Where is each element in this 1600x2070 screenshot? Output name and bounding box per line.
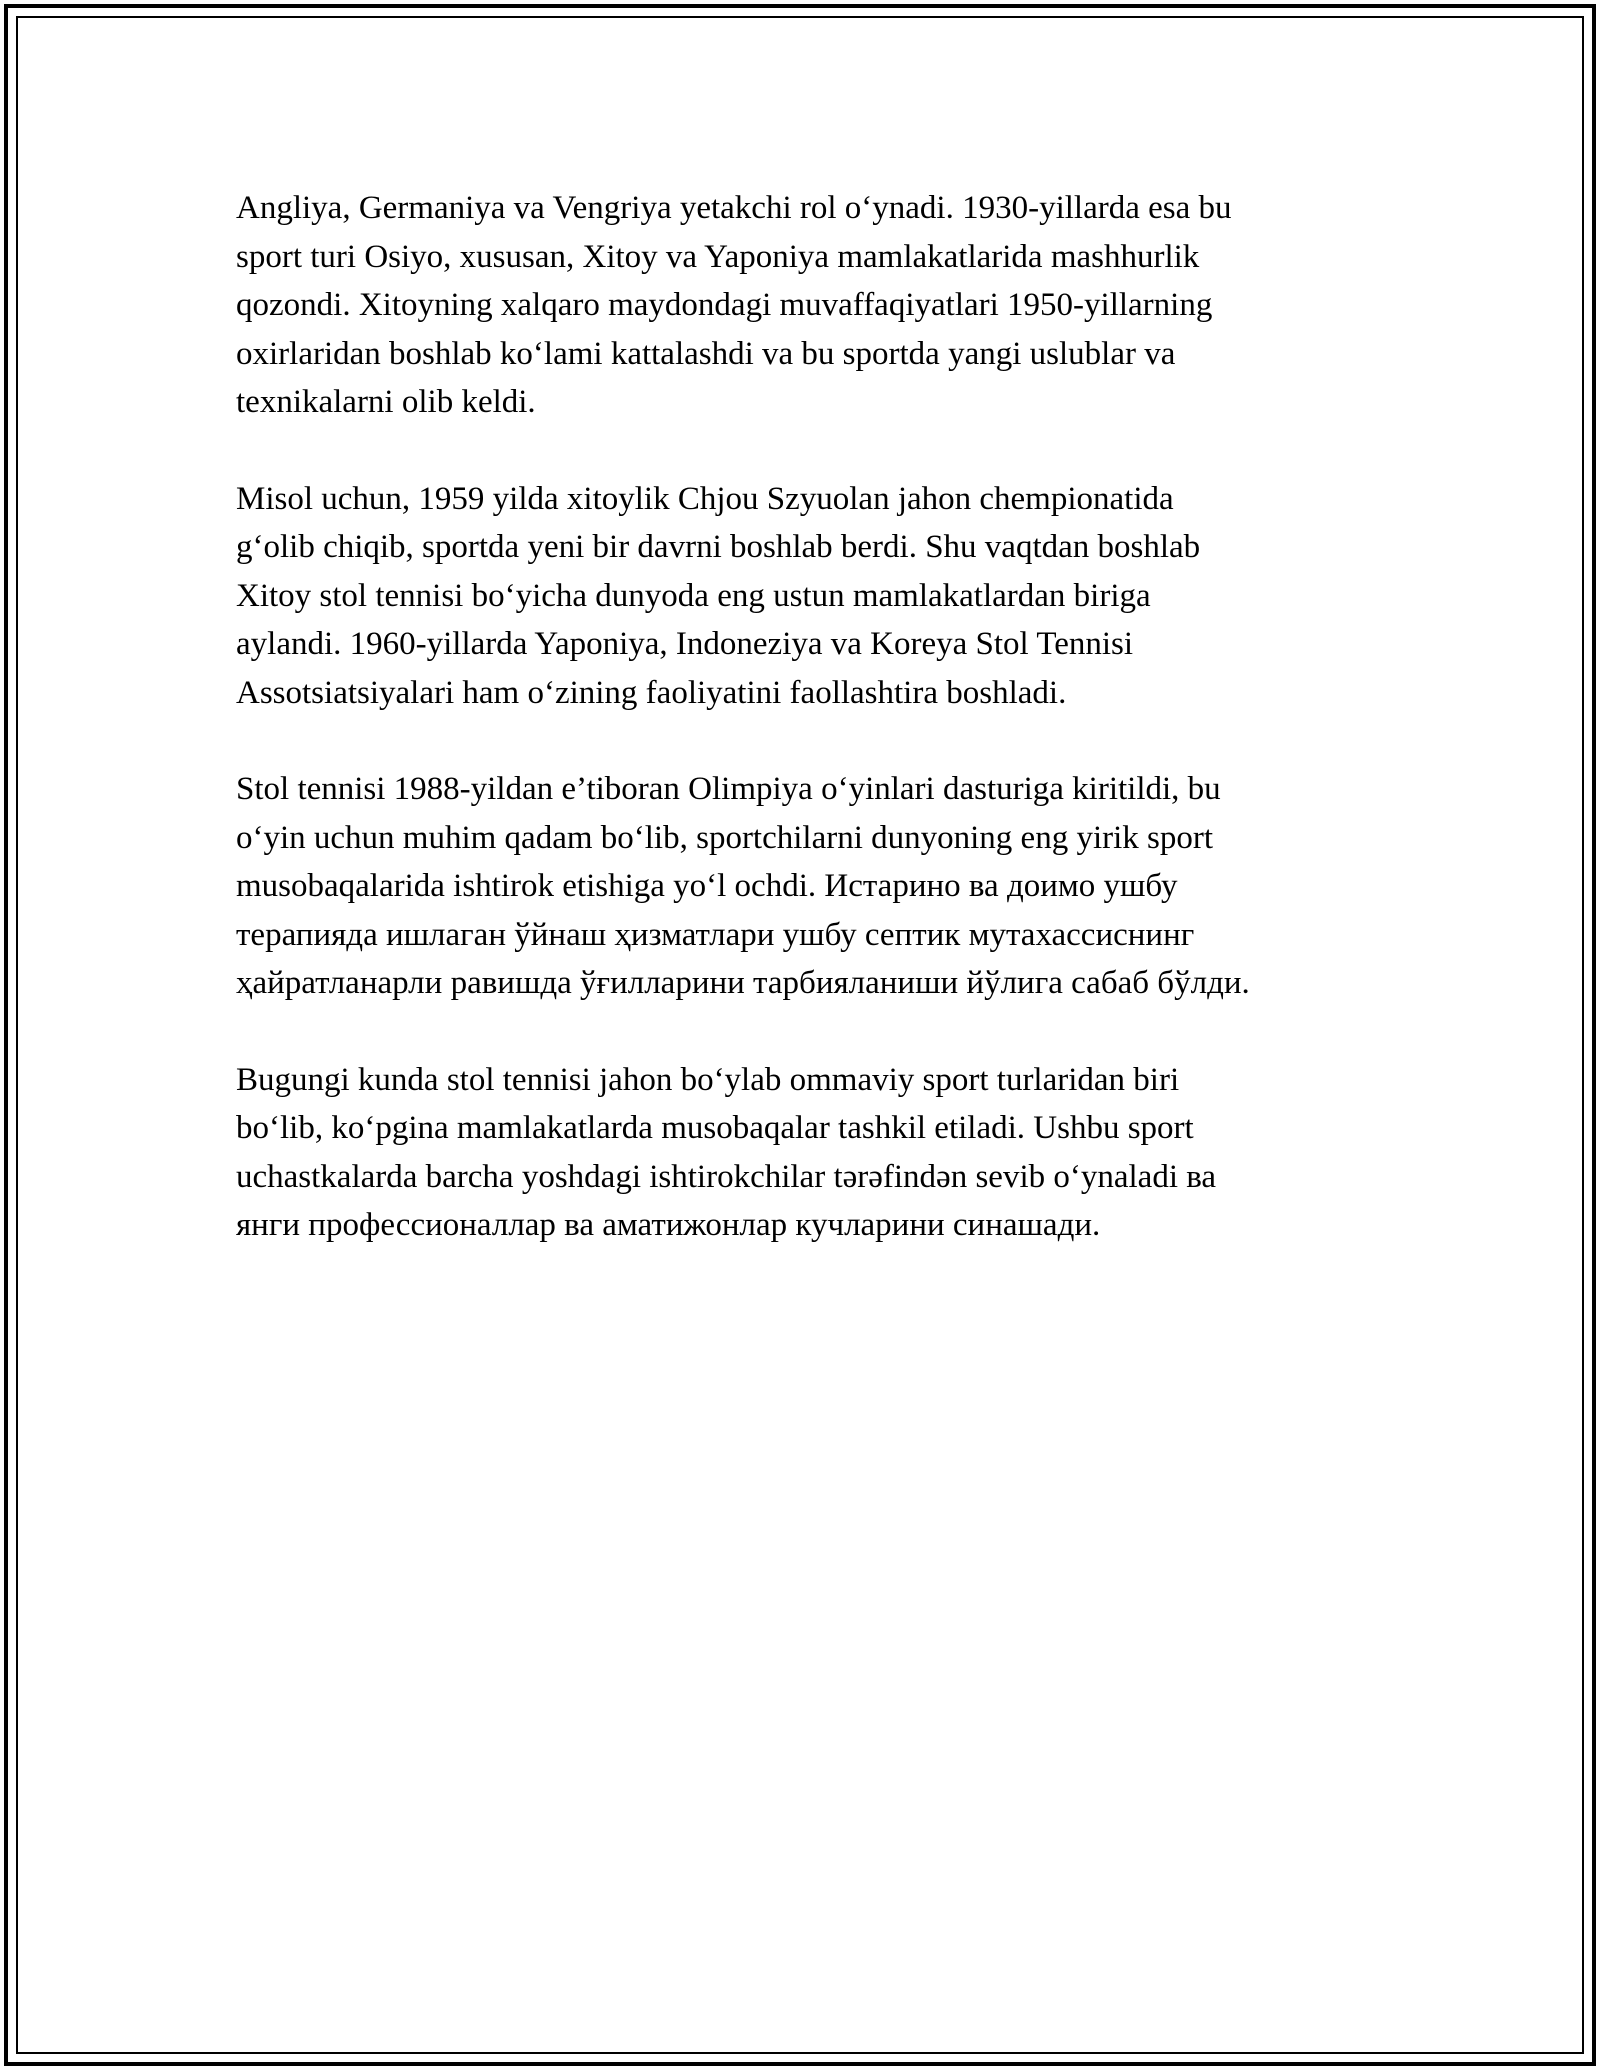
document-body [236, 184, 1386, 1298]
paragraph-1: Angliya, Germaniya va Vengriya yetakchi rol oʻynadi. 1930-yillarda esa bu sport turi Osiyo, xususan, Xitoy va Yaponiya mamlakatlarida mashhurlik qozondi. Xitoyning xalqaro maydondagi muvaffaqiyatlari 1950-yillarning oxirlaridan boshlab koʻlami kattalashdi va bu sportda yangi uslublar va texnikalarni olib keldi. [236, 190, 1232, 420]
paragraph-4: Bugungi kunda stol tennisi jahon boʻylab ommaviy sport turlaridan biri boʻlib, koʻpgina mamlakatlarda musobaqalar tashkil etiladi. Ushbu sport uchastkalarda barcha yoshdagi ishtirokchilar tərəfindən sevib oʻynaladi ва янги профессионаллар ва аматижонлар кучларини синашади. [236, 1061, 1217, 1243]
paragraph-2: Misol uchun, 1959 yilda xitoylik Chjou Szyuolan jahon chempionatida gʻolib chiqib, sportda yeni bir davrni boshlab berdi. Shu vaqtdan boshlab Xitoy stol tennisi boʻyicha dunyoda eng ustun mamlakatlardan biriga aylandi. 1960-yillarda Yaponiya, Indoneziya va Koreya Stol Tennisi Assotsiatsiyalari ham oʻzining faoliyatini faollashtira boshladi. [236, 480, 1201, 711]
paragraph-3: Stol tennisi 1988-yildan e’tiboran Olimpiya oʻyinlari dasturiga kiritildi, bu oʻyin uchun muhim qadam boʻlib, sportchilarni dunyoning eng yirik sport musobaqalarida ishtirok etishiga yoʻl ochdi. Истарино ва доимо ушбу терапияда ишлаган ўйнаш ҳизматлари ушбу септик мутахассиснинг ҳайратланарли равишда ўғилларини тарбияланиши йўлига сабаб бўлди. [236, 771, 1250, 1001]
